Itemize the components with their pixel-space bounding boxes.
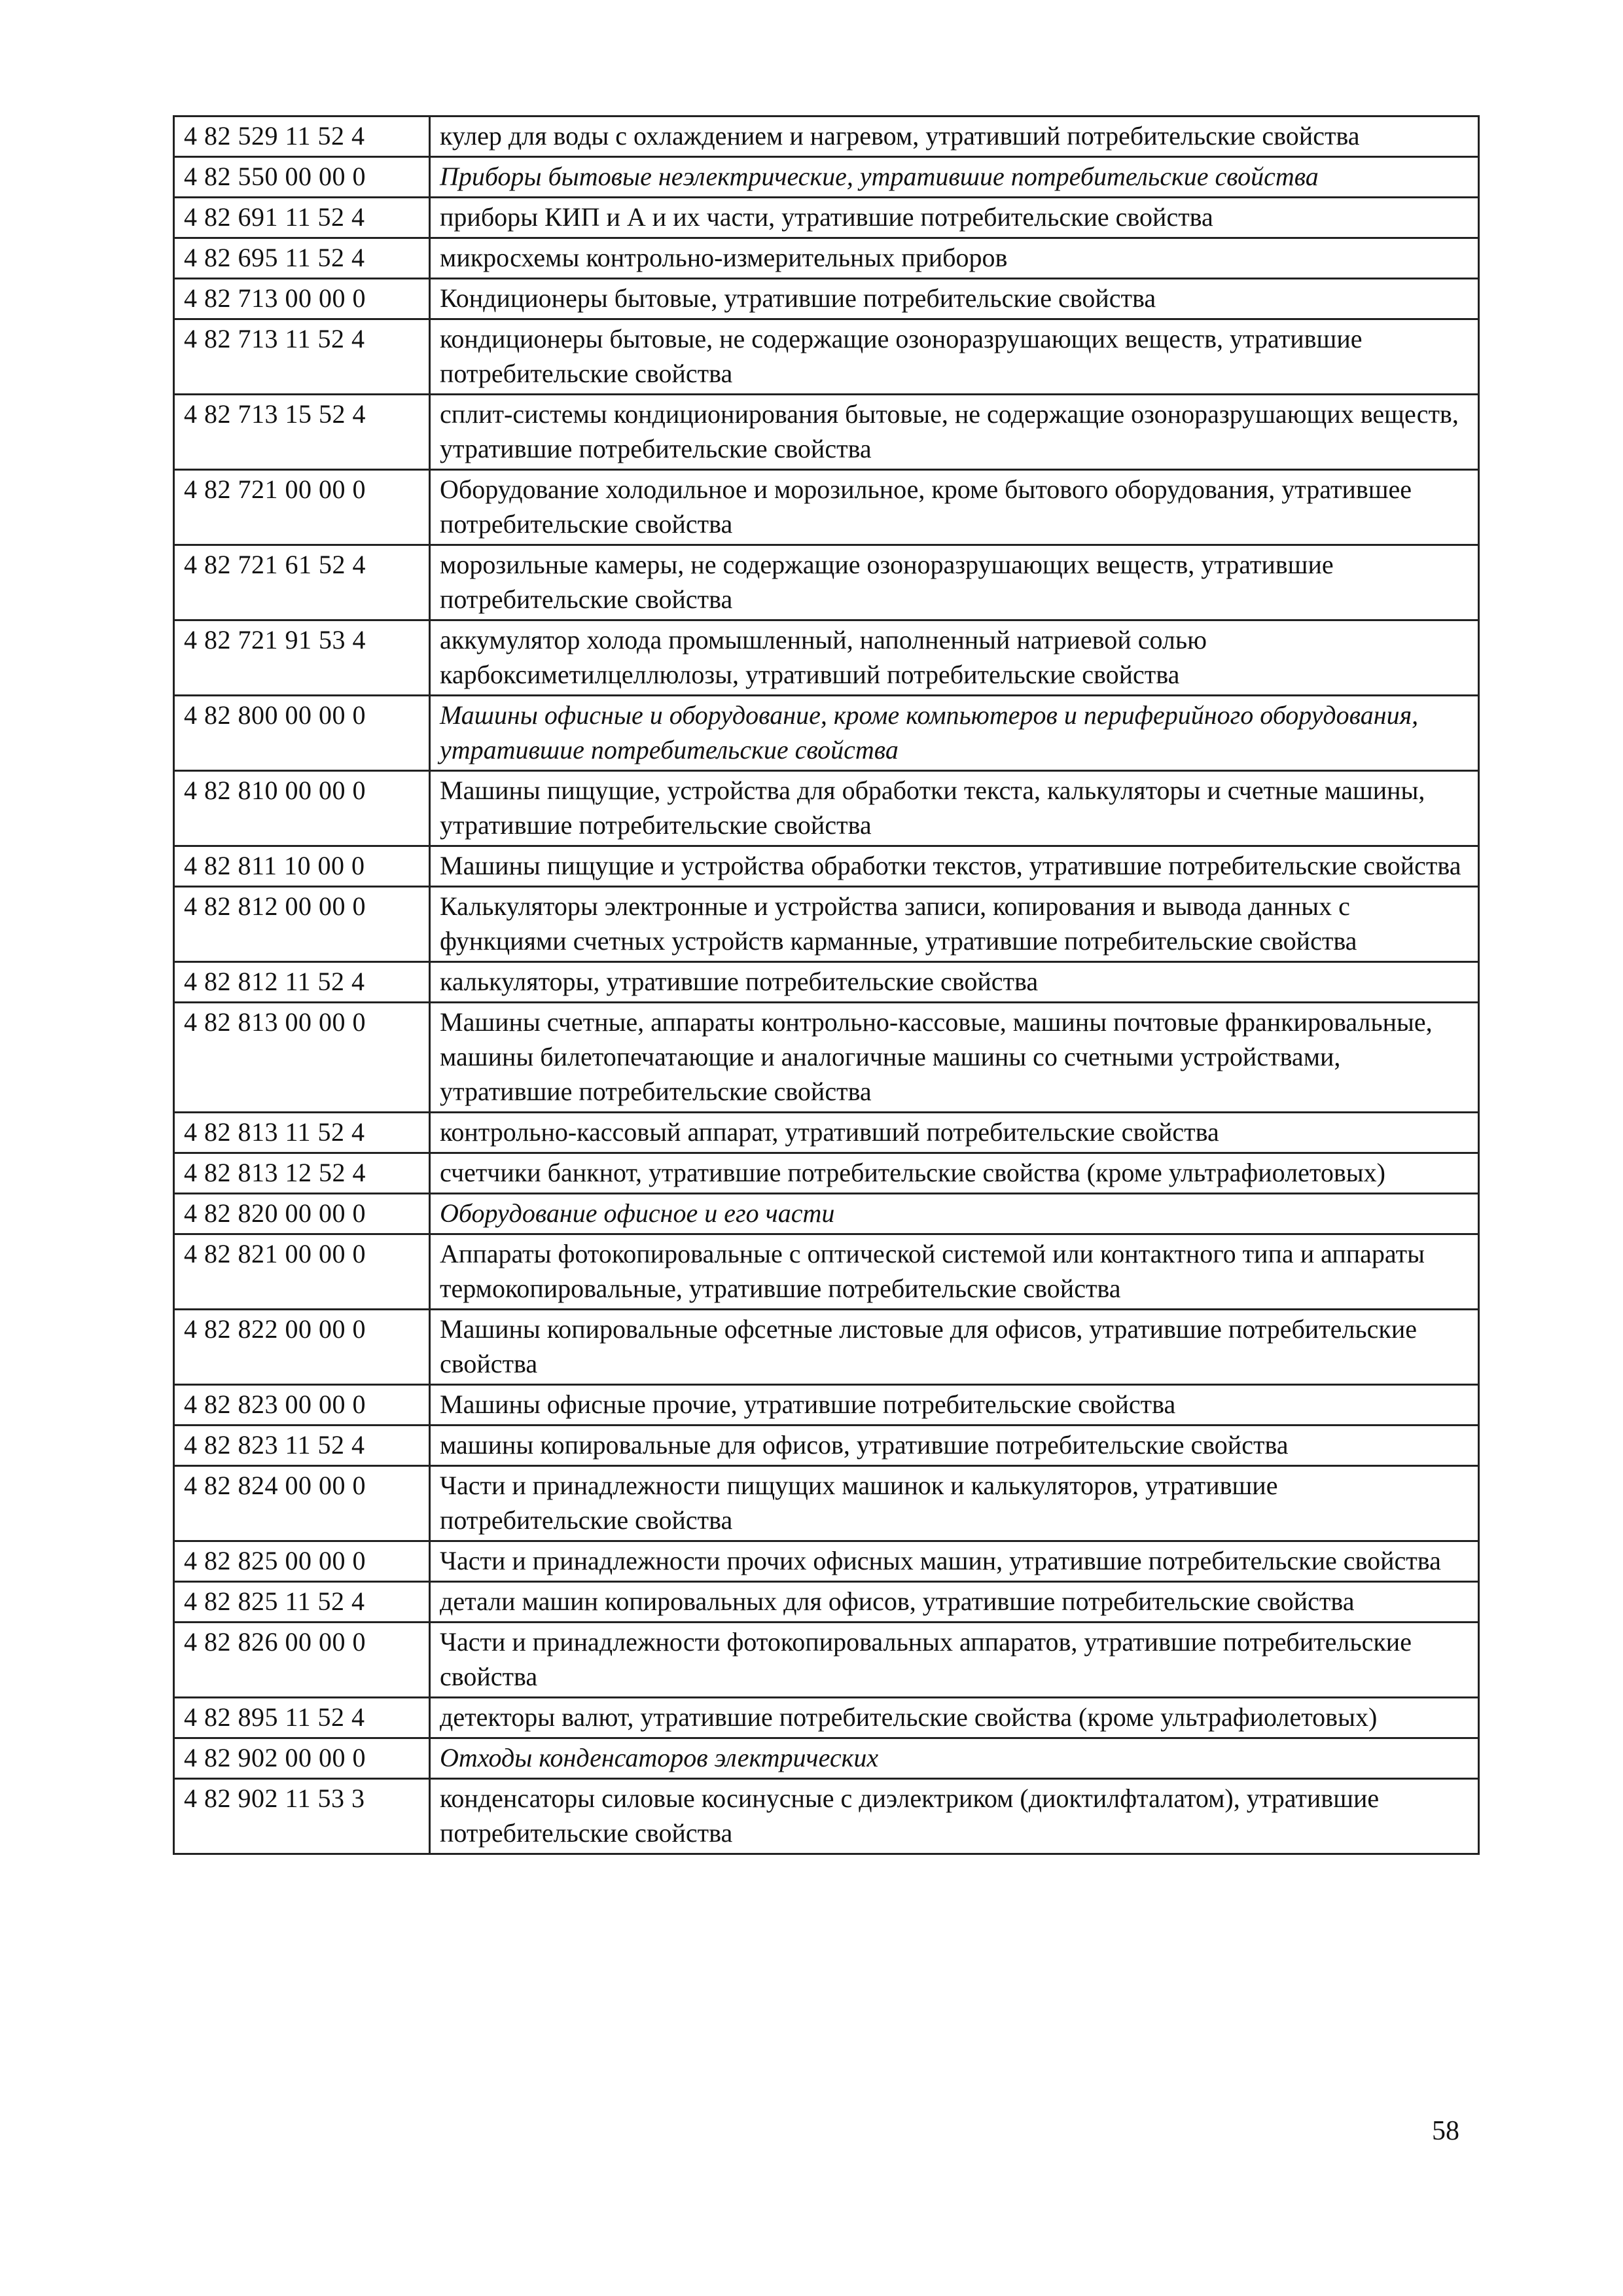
waste-group-description: Машины офисные и оборудование, кроме компьютеров и периферийного оборудования, утратившие потребительские свойства (430, 696, 1479, 771)
table-row (174, 1779, 1479, 1854)
waste-description: приборы КИП и А и их части, утратившие потребительские свойства (430, 198, 1479, 238)
waste-description: Машины офисные прочие, утратившие потребительские свойства (430, 1385, 1479, 1426)
waste-code: 4 82 826 00 00 0 (174, 1623, 430, 1698)
table-row (174, 470, 1479, 545)
table-row (174, 696, 1479, 771)
table-row (174, 1194, 1479, 1234)
waste-group-description: Отходы конденсаторов электрических (430, 1738, 1479, 1779)
table-row (174, 395, 1479, 470)
table-row (174, 279, 1479, 319)
waste-description: Машины копировальные офсетные листовые для офисов, утратившие потребительские свойства (430, 1310, 1479, 1385)
waste-group-description: Оборудование офисное и его части (430, 1194, 1479, 1234)
waste-description: сплит-системы кондиционирования бытовые, не содержащие озоноразрушающих веществ, утратившие потребительские свойства (430, 395, 1479, 470)
waste-description: морозильные камеры, не содержащие озоноразрушающих веществ, утратившие потребительские свойства (430, 545, 1479, 620)
table-row (174, 238, 1479, 279)
waste-code: 4 82 529 11 52 4 (174, 117, 430, 157)
waste-code: 4 82 820 00 00 0 (174, 1194, 430, 1234)
waste-code: 4 82 825 00 00 0 (174, 1541, 430, 1582)
waste-code: 4 82 823 00 00 0 (174, 1385, 430, 1426)
table-row (174, 1698, 1479, 1738)
table-row (174, 198, 1479, 238)
waste-code: 4 82 721 00 00 0 (174, 470, 430, 545)
waste-code: 4 82 812 00 00 0 (174, 887, 430, 962)
table-row (174, 117, 1479, 157)
waste-code: 4 82 713 00 00 0 (174, 279, 430, 319)
waste-code: 4 82 824 00 00 0 (174, 1466, 430, 1541)
waste-description: машины копировальные для офисов, утратившие потребительские свойства (430, 1426, 1479, 1466)
waste-description: детали машин копировальных для офисов, утратившие потребительские свойства (430, 1582, 1479, 1623)
waste-description: конденсаторы силовые косинусные с диэлектриком (диоктилфталатом), утратившие потребительские свойства (430, 1779, 1479, 1854)
waste-code: 4 82 550 00 00 0 (174, 157, 430, 198)
waste-code: 4 82 812 11 52 4 (174, 962, 430, 1003)
waste-code: 4 82 813 11 52 4 (174, 1113, 430, 1153)
waste-classifier-table (173, 115, 1480, 1855)
table-row (174, 545, 1479, 620)
waste-description: Машины пищущие и устройства обработки текстов, утратившие потребительские свойства (430, 846, 1479, 887)
waste-description: кулер для воды с охлаждением и нагревом, утративший потребительские свойства (430, 117, 1479, 157)
table-row (174, 157, 1479, 198)
waste-code: 4 82 800 00 00 0 (174, 696, 430, 771)
table-row (174, 846, 1479, 887)
table-row (174, 1153, 1479, 1194)
waste-code: 4 82 721 91 53 4 (174, 620, 430, 696)
waste-code: 4 82 822 00 00 0 (174, 1310, 430, 1385)
table-row (174, 1113, 1479, 1153)
table-row (174, 1003, 1479, 1113)
table-row (174, 1426, 1479, 1466)
waste-code: 4 82 811 10 00 0 (174, 846, 430, 887)
waste-description: контрольно-кассовый аппарат, утративший потребительские свойства (430, 1113, 1479, 1153)
waste-code: 4 82 721 61 52 4 (174, 545, 430, 620)
waste-description: детекторы валют, утратившие потребительские свойства (кроме ультрафиолетовых) (430, 1698, 1479, 1738)
table-row (174, 1385, 1479, 1426)
waste-code: 4 82 821 00 00 0 (174, 1234, 430, 1310)
waste-code: 4 82 813 00 00 0 (174, 1003, 430, 1113)
waste-code: 4 82 691 11 52 4 (174, 198, 430, 238)
waste-code: 4 82 902 11 53 3 (174, 1779, 430, 1854)
table-row (174, 620, 1479, 696)
waste-description: Части и принадлежности фотокопировальных аппаратов, утратившие потребительские свойства (430, 1623, 1479, 1698)
waste-code: 4 82 895 11 52 4 (174, 1698, 430, 1738)
waste-code: 4 82 825 11 52 4 (174, 1582, 430, 1623)
waste-description: Калькуляторы электронные и устройства записи, копирования и вывода данных с функциями счетных устройств карманные, утратившие потребительские свойства (430, 887, 1479, 962)
waste-description: Машины счетные, аппараты контрольно-кассовые, машины почтовые франкировальные, машины билетопечатающие и аналогичные машины со счетными устройствами, утратившие потребительские свойства (430, 1003, 1479, 1113)
table-row (174, 1623, 1479, 1698)
waste-code: 4 82 902 00 00 0 (174, 1738, 430, 1779)
waste-description: микросхемы контрольно-измерительных приборов (430, 238, 1479, 279)
waste-description: Аппараты фотокопировальные с оптической системой или контактного типа и аппараты термокопировальные, утратившие потребительские свойства (430, 1234, 1479, 1310)
waste-code: 4 82 695 11 52 4 (174, 238, 430, 279)
table-row (174, 887, 1479, 962)
waste-code: 4 82 813 12 52 4 (174, 1153, 430, 1194)
table-row (174, 1541, 1479, 1582)
waste-code: 4 82 713 15 52 4 (174, 395, 430, 470)
waste-description: Машины пищущие, устройства для обработки текста, калькуляторы и счетные машины, утратившие потребительские свойства (430, 771, 1479, 846)
table-row (174, 1234, 1479, 1310)
waste-group-description: Приборы бытовые неэлектрические, утратившие потребительские свойства (430, 157, 1479, 198)
waste-code: 4 82 823 11 52 4 (174, 1426, 430, 1466)
waste-description: Кондиционеры бытовые, утратившие потребительские свойства (430, 279, 1479, 319)
table-row (174, 1310, 1479, 1385)
table-row (174, 1582, 1479, 1623)
table-row (174, 962, 1479, 1003)
waste-description: Части и принадлежности пищущих машинок и калькуляторов, утратившие потребительские свойства (430, 1466, 1479, 1541)
waste-description: кондиционеры бытовые, не содержащие озоноразрушающих веществ, утратившие потребительские свойства (430, 319, 1479, 395)
waste-description: Части и принадлежности прочих офисных машин, утратившие потребительские свойства (430, 1541, 1479, 1582)
page-number: 58 (1432, 2116, 1459, 2146)
waste-description: счетчики банкнот, утратившие потребительские свойства (кроме ультрафиолетовых) (430, 1153, 1479, 1194)
table-row (174, 771, 1479, 846)
waste-code: 4 82 713 11 52 4 (174, 319, 430, 395)
table-row (174, 1466, 1479, 1541)
waste-description: Оборудование холодильное и морозильное, кроме бытового оборудования, утратившее потребительские свойства (430, 470, 1479, 545)
waste-description: аккумулятор холода промышленный, наполненный натриевой солью карбоксиметилцеллюлозы, утративший потребительские свойства (430, 620, 1479, 696)
waste-description: калькуляторы, утратившие потребительские свойства (430, 962, 1479, 1003)
table-row (174, 1738, 1479, 1779)
waste-code: 4 82 810 00 00 0 (174, 771, 430, 846)
table-row (174, 319, 1479, 395)
